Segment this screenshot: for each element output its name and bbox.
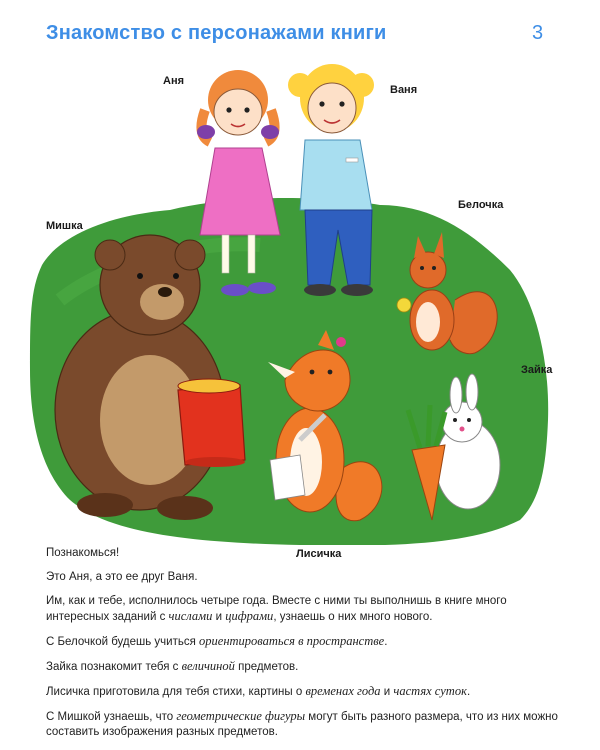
paragraph-squirrel bbox=[46, 634, 566, 650]
paragraph-fox bbox=[46, 684, 566, 700]
emphasis-dayparts: частях суток bbox=[393, 684, 467, 698]
paragraph-bear bbox=[46, 709, 566, 740]
paragraph-rabbit bbox=[46, 659, 566, 675]
emphasis-shapes: геометрические фигуры bbox=[176, 709, 306, 723]
text-span: С Белочкой будешь учиться bbox=[46, 636, 200, 648]
page-title: Знакомство с персонажами книги bbox=[46, 22, 387, 44]
label-zayka: Зайка bbox=[521, 364, 553, 376]
text-span: и bbox=[380, 686, 394, 698]
body-text bbox=[46, 546, 566, 749]
emphasis-space: ориентироваться в пространстве bbox=[199, 634, 385, 648]
emphasis-digits: цифрами bbox=[225, 609, 274, 623]
label-lisichka: Лисичка bbox=[296, 548, 342, 560]
text-span: предметов. bbox=[234, 661, 299, 673]
label-vanya: Ваня bbox=[390, 84, 418, 96]
text-span: С Мишкой узнаешь, что bbox=[46, 711, 177, 723]
page-number: 3 bbox=[532, 22, 544, 44]
emphasis-numbers: числами bbox=[168, 609, 213, 623]
label-belochka: Белочка bbox=[458, 199, 504, 211]
paragraph-intro bbox=[46, 570, 566, 585]
text-span: Им, как и тебе, исполнилось четыре года. Вместе с ними ты выполнишь в книге много интересных заданий с bbox=[46, 595, 507, 623]
text-span: Это Аня, а это ее друг Ваня. bbox=[46, 571, 198, 583]
paragraph-greeting bbox=[46, 546, 566, 561]
text-span: . bbox=[384, 636, 388, 648]
text-span: Лисичка приготовила для тебя стихи, картины о bbox=[46, 686, 306, 698]
text-span: , узнаешь о них много нового. bbox=[273, 611, 433, 623]
text-span: Познакомься! bbox=[46, 547, 120, 559]
text-span: . bbox=[466, 686, 471, 698]
honey-pot bbox=[178, 379, 245, 467]
text-span: могут быть разного размера, что из них можно составить изображения разных предметов. bbox=[46, 711, 558, 738]
text-span: и bbox=[212, 611, 226, 623]
label-mishka: Мишка bbox=[46, 220, 83, 232]
paragraph-numbers bbox=[46, 594, 566, 625]
emphasis-size: величиной bbox=[181, 659, 235, 673]
text-span: Зайка познакомит тебя с bbox=[46, 661, 182, 673]
label-anya: Аня bbox=[163, 75, 185, 87]
emphasis-seasons: временах года bbox=[305, 684, 381, 698]
